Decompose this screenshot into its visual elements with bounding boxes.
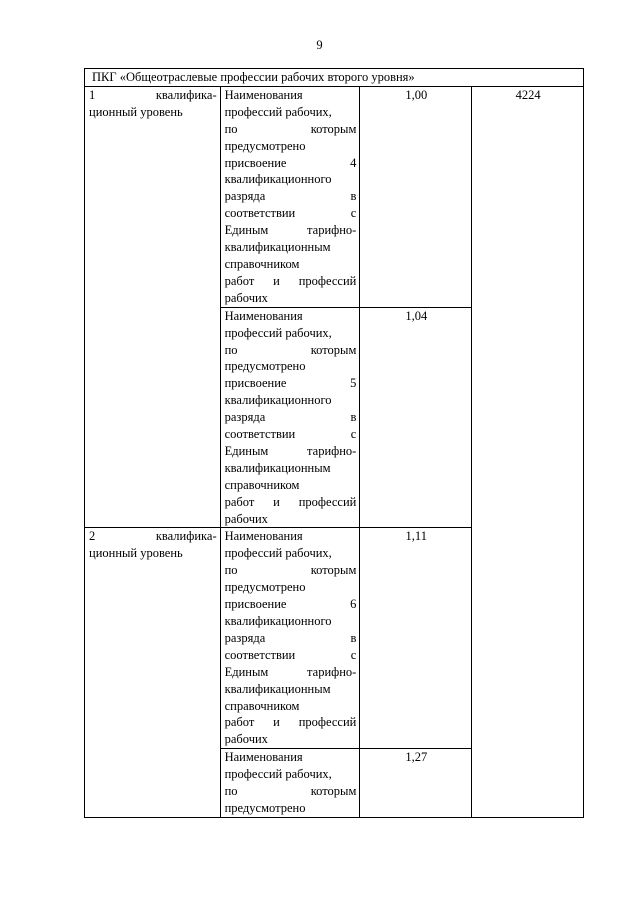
description-line: работ и профессий	[224, 273, 357, 288]
profession-description-cell	[220, 307, 360, 528]
description-line: присвоение 6	[224, 597, 357, 612]
description-line: по которым	[224, 563, 357, 578]
description-line: справочником	[224, 477, 300, 492]
description-line: присвоение 5	[224, 376, 357, 391]
description-line: Наименования	[224, 750, 303, 765]
description-line: квалификационного	[224, 172, 332, 187]
coefficient-cell: 1,04	[360, 307, 472, 528]
description-line: рабочих	[224, 290, 268, 305]
description-line: соответствии с	[224, 206, 357, 221]
description-line: рабочих	[224, 511, 268, 526]
description-line: справочником	[224, 256, 300, 271]
level-line: ционный уровень	[89, 546, 183, 561]
table-row	[85, 86, 584, 307]
description-line: по которым	[224, 342, 357, 357]
salary-cell: 4224	[472, 86, 584, 817]
description-line: квалификационным	[224, 240, 331, 255]
level-line: ционный уровень	[89, 104, 183, 119]
description-line: профессий рабочих,	[224, 546, 332, 561]
description-line: разряда в	[224, 189, 357, 204]
profession-description-cell	[220, 749, 360, 818]
description-line: по которым	[224, 784, 357, 799]
description-line: Единым тарифно-	[224, 443, 357, 458]
qualification-level-cell	[85, 86, 221, 528]
coefficient-cell: 1,27	[360, 749, 472, 818]
description-line: Наименования	[224, 87, 303, 102]
description-line: справочником	[224, 698, 300, 713]
description-line: рабочих	[224, 732, 268, 747]
description-line: квалификационным	[224, 460, 331, 475]
description-line: предусмотрено	[224, 800, 306, 815]
description-line: профессий рабочих,	[224, 767, 332, 782]
description-line: Единым тарифно-	[224, 664, 357, 679]
table-header-row	[85, 69, 584, 87]
level-line: 1 квалифика-	[89, 87, 217, 102]
coefficient-cell: 1,11	[360, 528, 472, 749]
salary-table	[84, 68, 584, 818]
qualification-level-cell	[85, 528, 221, 817]
description-line: по которым	[224, 121, 357, 136]
description-line: работ и профессий	[224, 715, 357, 730]
description-line: квалификационным	[224, 681, 331, 696]
description-line: разряда в	[224, 630, 357, 645]
description-line: профессий рабочих,	[224, 325, 332, 340]
description-line: Наименования	[224, 308, 303, 323]
group-header-cell: ПКГ «Общеотраслевые профессии рабочих второго уровня»	[85, 69, 584, 87]
description-line: предусмотрено	[224, 359, 306, 374]
description-line: Наименования	[224, 529, 303, 544]
profession-description-cell	[220, 528, 360, 749]
description-line: Единым тарифно-	[224, 223, 357, 238]
page-number: 9	[316, 38, 323, 52]
description-line: предусмотрено	[224, 138, 306, 153]
description-line: предусмотрено	[224, 580, 306, 595]
description-line: профессий рабочих,	[224, 104, 332, 119]
level-line: 2 квалифика-	[89, 529, 217, 544]
description-line: соответствии с	[224, 427, 357, 442]
profession-description-cell	[220, 86, 360, 307]
coefficient-cell: 1,00	[360, 86, 472, 307]
description-line: разряда в	[224, 410, 357, 425]
description-line: квалификационного	[224, 614, 332, 628]
description-line: квалификационного	[224, 393, 332, 408]
description-line: присвоение 4	[224, 155, 357, 170]
description-line: соответствии с	[224, 647, 357, 662]
description-line: работ и профессий	[224, 494, 357, 509]
